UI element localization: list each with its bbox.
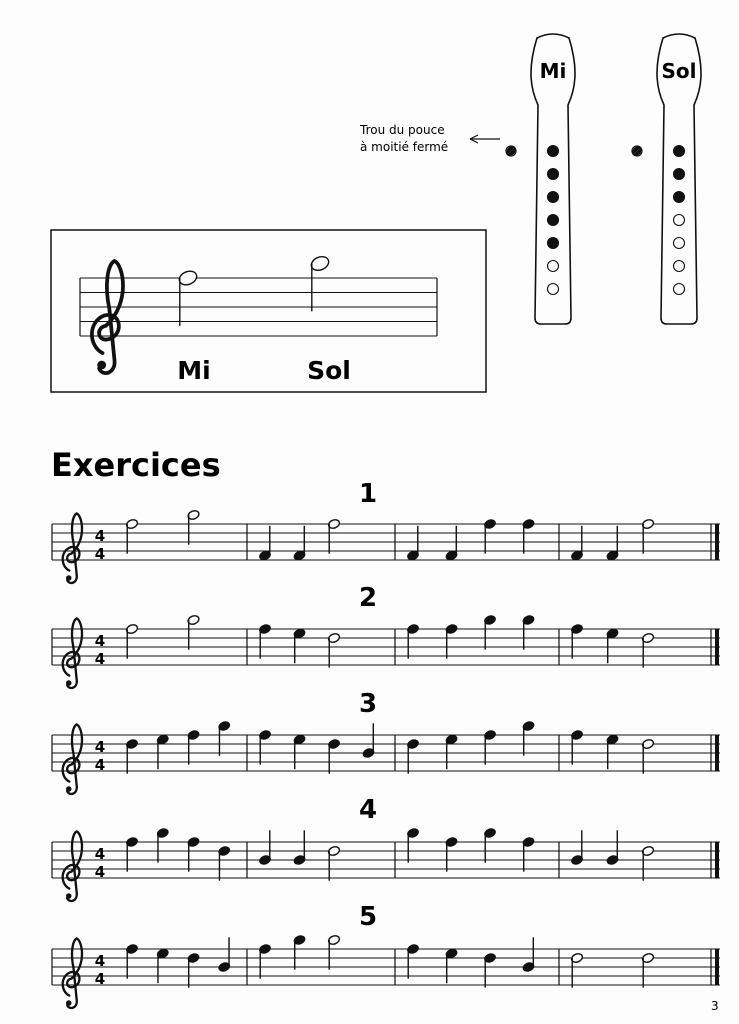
note: [483, 614, 496, 649]
note: [570, 526, 583, 561]
time-signature-bottom: 4: [94, 650, 106, 668]
note: [125, 738, 138, 773]
note: [445, 623, 458, 658]
note: [218, 720, 231, 755]
note: [445, 734, 458, 769]
note: [483, 729, 496, 764]
exercise-number: 2: [358, 583, 378, 613]
note: [522, 518, 535, 553]
hole-closed-icon: [674, 192, 685, 203]
time-signature-top: 4: [94, 845, 106, 863]
exercise-2: [52, 583, 720, 688]
note: [258, 830, 271, 865]
note: [362, 723, 375, 758]
note: [187, 509, 200, 544]
note: [218, 845, 231, 880]
time-signature-top: 4: [94, 738, 106, 756]
final-barline-thick: [715, 629, 719, 665]
note: [156, 734, 169, 769]
exercises: [52, 479, 720, 1008]
hole-open-icon: [674, 261, 685, 272]
note: [327, 518, 340, 553]
note: [570, 830, 583, 865]
note: [445, 948, 458, 983]
final-barline-thick: [715, 949, 719, 985]
note: [293, 830, 306, 865]
exercise-5: [52, 902, 720, 1008]
arrow-left-icon: [470, 135, 500, 143]
note: [445, 836, 458, 871]
note: [641, 518, 654, 553]
exercise-number: 3: [358, 689, 378, 719]
note: [570, 729, 583, 764]
note: [483, 952, 496, 987]
section-title: Exercices: [51, 446, 221, 484]
note: [293, 628, 306, 663]
recorder-label: Sol: [661, 59, 697, 83]
recorder-diagrams: [506, 34, 701, 324]
hole-closed-icon: [548, 238, 559, 249]
note: [293, 734, 306, 769]
exercise-3: [52, 689, 720, 794]
exercise-number: 4: [358, 795, 378, 825]
note: [522, 720, 535, 755]
hole-open-icon: [674, 284, 685, 295]
time-signature-bottom: 4: [94, 756, 106, 774]
note: [125, 943, 138, 978]
note: [258, 623, 271, 658]
final-barline-thick: [715, 524, 719, 560]
note: [483, 827, 496, 862]
hole-closed-icon: [548, 169, 559, 180]
note: [187, 614, 200, 649]
time-signature-top: 4: [94, 527, 106, 545]
time-signature-bottom: 4: [94, 863, 106, 881]
note: [483, 518, 496, 553]
note: [641, 845, 654, 880]
note: [570, 623, 583, 658]
thumb-annotation-line1: Trou du pouce: [360, 123, 445, 137]
note: [406, 827, 419, 862]
note: [522, 614, 535, 649]
note: [327, 738, 340, 773]
final-barline-thick: [715, 842, 719, 878]
recorder-mi: [506, 34, 575, 324]
thumb-hole-half-icon: [632, 146, 642, 156]
hole-closed-icon: [674, 169, 685, 180]
note: [125, 518, 138, 553]
hole-closed-icon: [548, 192, 559, 203]
note: [522, 836, 535, 871]
hole-open-icon: [674, 238, 685, 249]
note: [258, 729, 271, 764]
note: [327, 632, 340, 667]
note: [125, 836, 138, 871]
legend-note-sol: [309, 254, 330, 311]
recorder-label: Mi: [539, 59, 567, 83]
note: [327, 845, 340, 880]
note: [156, 948, 169, 983]
note: [293, 934, 306, 969]
note: [187, 952, 200, 987]
note: [606, 628, 619, 663]
time-signature-bottom: 4: [94, 970, 106, 988]
note: [641, 738, 654, 773]
hole-closed-icon: [674, 146, 685, 157]
note: [406, 943, 419, 978]
exercise-number: 1: [358, 479, 378, 509]
note: [406, 526, 419, 561]
time-signature-top: 4: [94, 952, 106, 970]
final-barline-thick: [715, 735, 719, 771]
note: [522, 937, 535, 972]
note: [641, 632, 654, 667]
exercise-number: 5: [358, 902, 378, 932]
note: [606, 526, 619, 561]
note: [606, 830, 619, 865]
legend-note-label-mi: Mi: [177, 356, 211, 385]
hole-open-icon: [674, 215, 685, 226]
legend-note-mi: [177, 269, 198, 326]
note: [570, 952, 583, 987]
thumb-hole-half-icon: [506, 146, 516, 156]
thumb-annotation-line2: à moitié fermé: [360, 140, 449, 154]
note: [641, 952, 654, 987]
note: [156, 827, 169, 862]
note: [258, 526, 271, 561]
exercise-4: [52, 795, 720, 901]
note: [606, 734, 619, 769]
hole-open-icon: [548, 284, 559, 295]
note: [187, 729, 200, 764]
hole-closed-icon: [548, 146, 559, 157]
time-signature-top: 4: [94, 632, 106, 650]
note: [258, 943, 271, 978]
legend-staff: [80, 254, 437, 373]
page-number: 3: [711, 999, 719, 1013]
note: [445, 526, 458, 561]
note: [406, 623, 419, 658]
hole-open-icon: [548, 261, 559, 272]
note: [187, 836, 200, 871]
note: [293, 526, 306, 561]
recorder-sol: [632, 34, 701, 324]
note: [218, 937, 231, 972]
hole-closed-icon: [548, 215, 559, 226]
note: [406, 738, 419, 773]
time-signature-bottom: 4: [94, 545, 106, 563]
note: [327, 934, 340, 969]
legend-note-label-sol: Sol: [307, 356, 351, 385]
note: [125, 623, 138, 658]
exercise-1: [52, 479, 720, 583]
